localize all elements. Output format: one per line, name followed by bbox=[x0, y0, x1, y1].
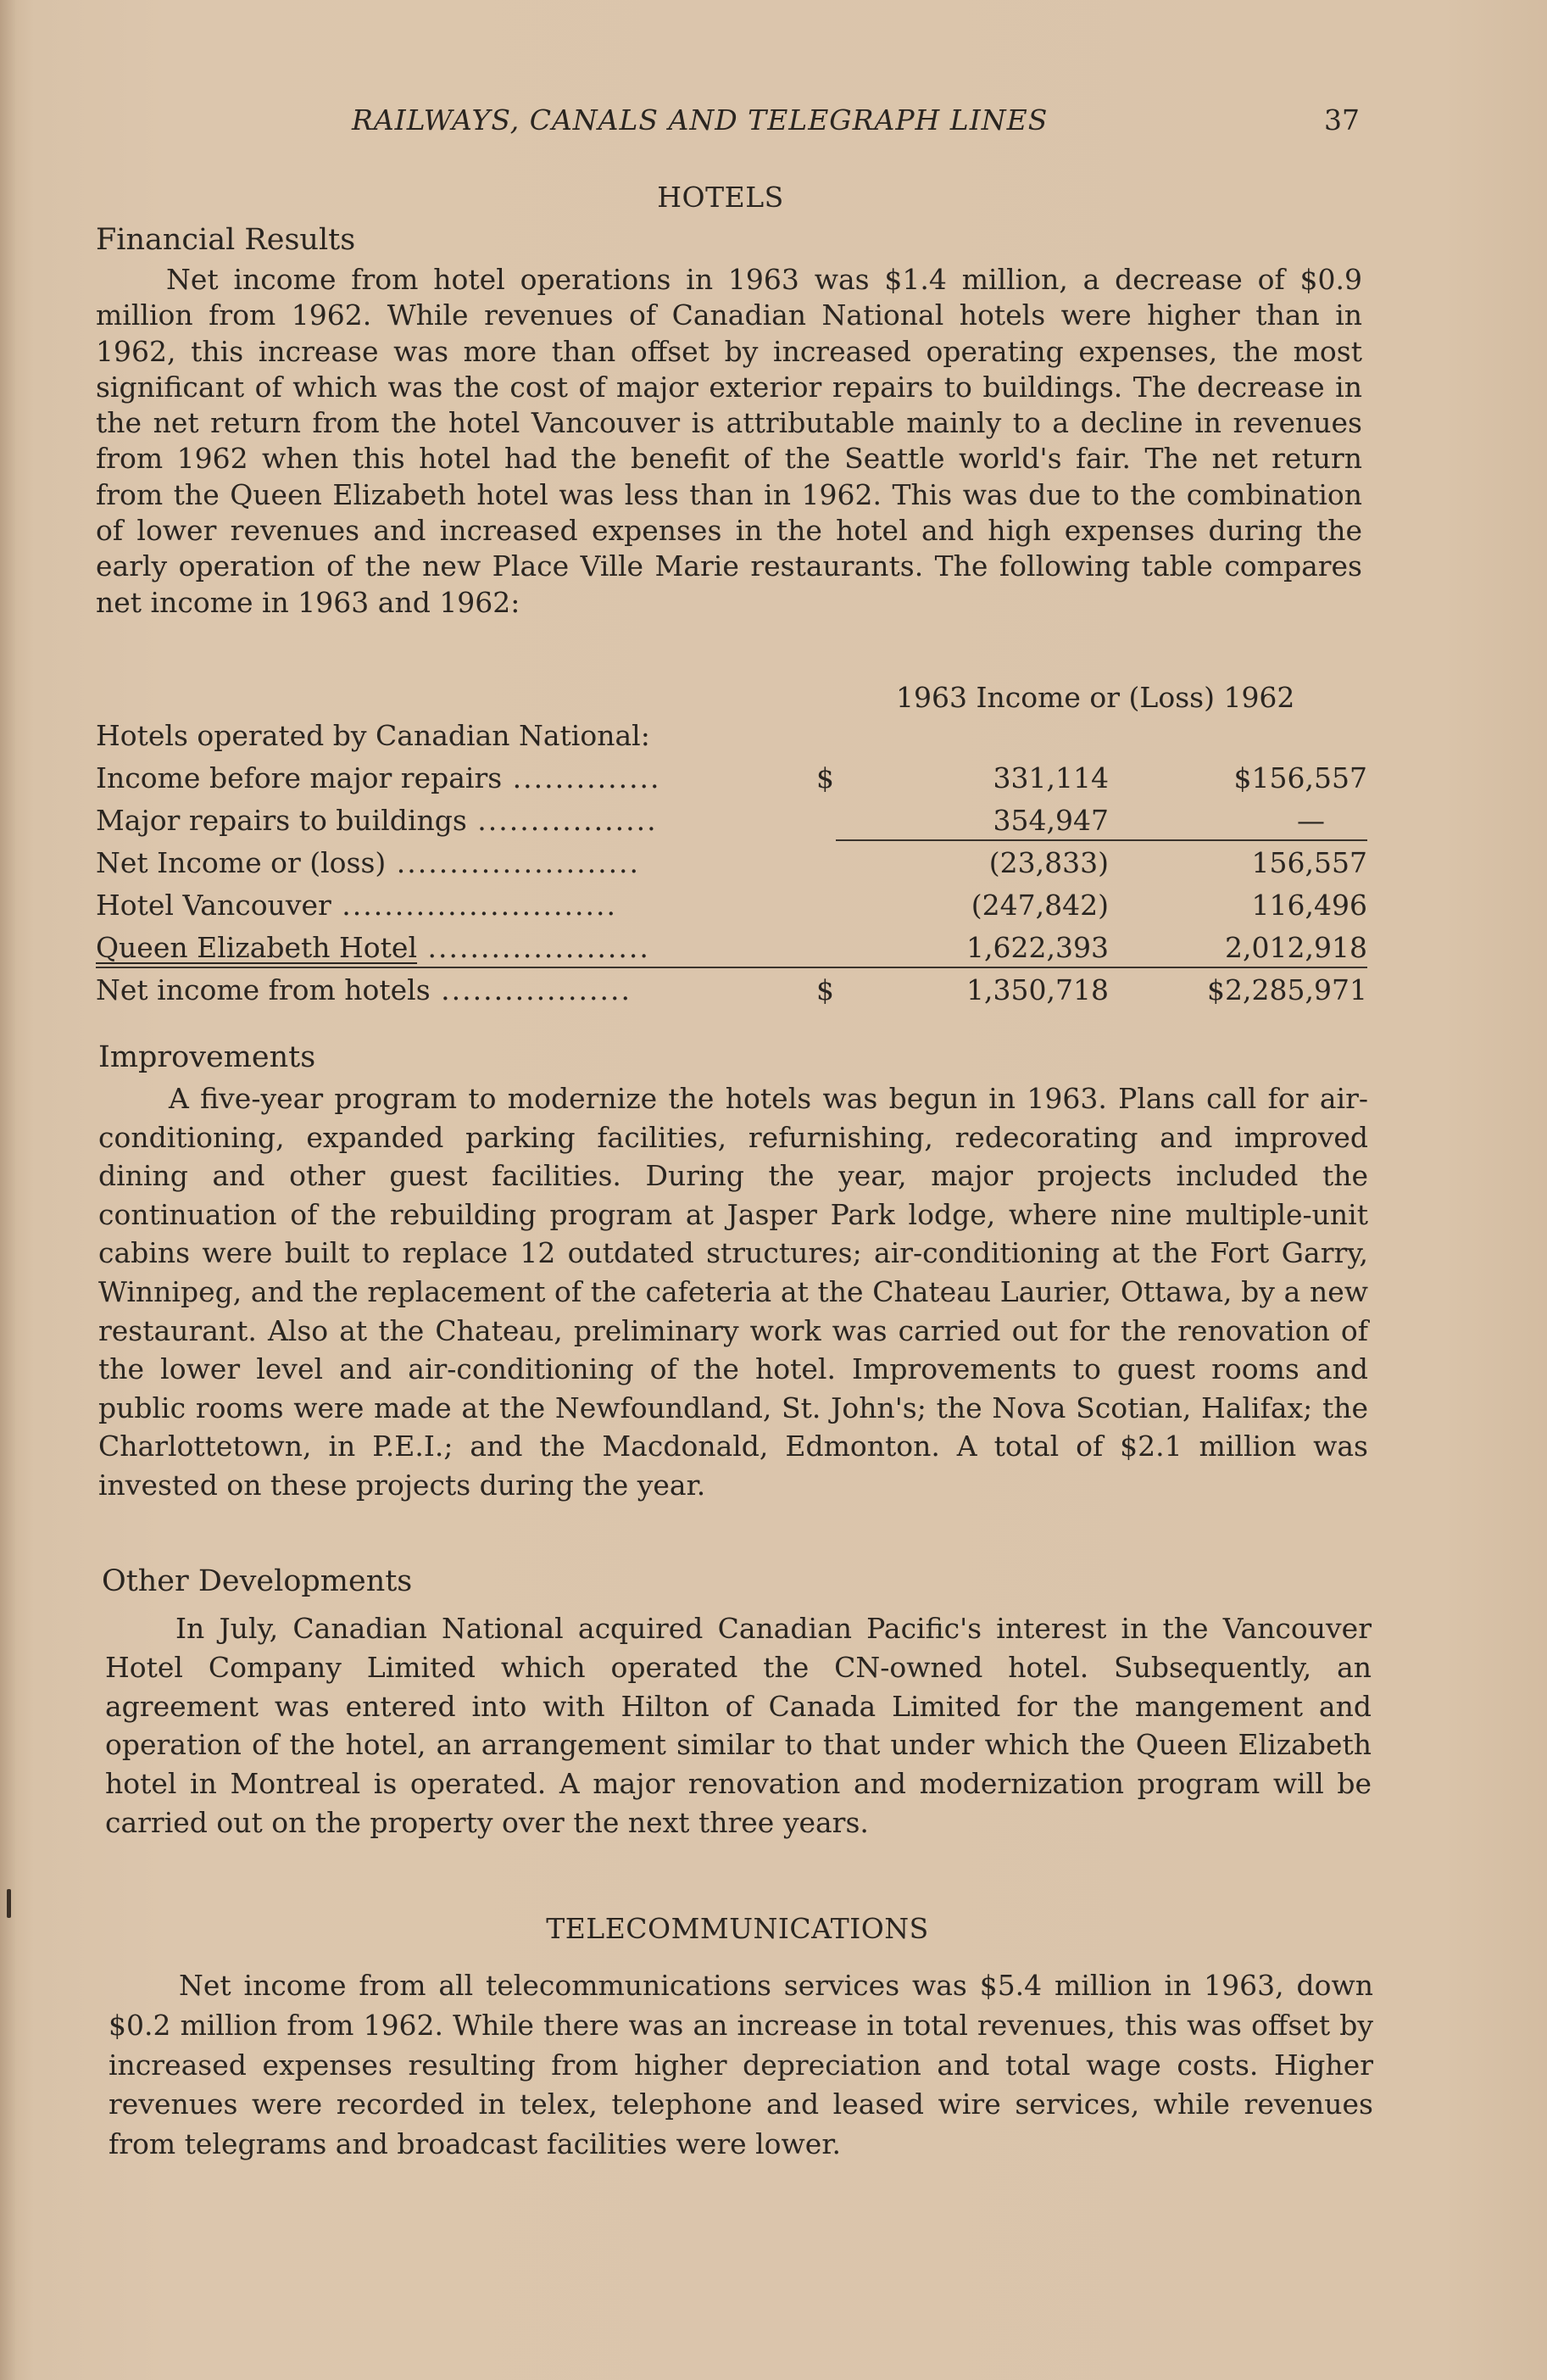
row-label: Net income from hotels .................. bbox=[96, 973, 632, 1006]
table-column-header: 1963 Income or (Loss) 1962 bbox=[896, 681, 1295, 714]
row-value-1963: 331,114 bbox=[993, 761, 1109, 794]
table-row bbox=[96, 804, 1367, 841]
row-value-1963: 354,947 bbox=[993, 804, 1109, 837]
other-developments-paragraph: In July, Canadian National acquired Canadian Pacific's interest in the Vancouver Hotel Company Limited which operated the CN-owned hotel. Subsequently, an agreement was entered into with Hilton of Canada Limited for the mangement and operation of the hotel, an arrangement similar to that under which the Queen Elizabeth hotel in Montreal is operated. A major renovation and modernization program will be carried out on the property over the next three years. bbox=[105, 1612, 1372, 1839]
total-rule bbox=[96, 967, 1367, 968]
row-value-1962: 2,012,918 bbox=[1225, 931, 1367, 964]
row-label: Queen Elizabeth Hotel ..................... bbox=[96, 931, 650, 964]
subtotal-rule bbox=[836, 839, 1367, 841]
row-value-1963: 1,622,393 bbox=[966, 931, 1109, 964]
page-number: 37 bbox=[1324, 103, 1360, 137]
row-value-1962: — bbox=[1297, 804, 1325, 837]
row-value-1963: (247,842) bbox=[971, 889, 1109, 922]
row-label: Major repairs to buildings ................. bbox=[96, 804, 658, 837]
financial-results-paragraph: Net income from hotel operations in 1963 was $1.4 million, a decrease of $0.9 million from 1962. While revenues of Canadian National hotels were higher than in 1962, this increase was more than offset by increased operating expenses, the most significant of which was the cost of major exterior repairs to buildings. The decrease in the net return from the hotel Vancouver is attributable mainly to a decline in revenues from 1962 when this hotel had the benefit of the Seattle world's fair. The net return from the Queen Elizabeth hotel was less than in 1962. This was due to the combination of lower revenues and increased expenses in the hotel and high expenses during the early operation of the new Place Ville Marie restaurants. The following table compares net income in 1963 and 1962: bbox=[96, 263, 1362, 619]
row-value-1963: (23,833) bbox=[988, 846, 1109, 879]
financial-results-heading: Financial Results bbox=[96, 223, 356, 257]
improvements-heading: Improvements bbox=[98, 1040, 316, 1074]
table-row bbox=[96, 761, 1367, 799]
row-value-1962: $2,285,971 bbox=[1207, 973, 1367, 1006]
telecommunications-title: TELECOMMUNICATIONS bbox=[546, 1912, 929, 1945]
row-value-1962: 156,557 bbox=[1251, 846, 1367, 879]
other-developments-heading: Other Developments bbox=[102, 1564, 413, 1598]
table-row bbox=[96, 973, 1367, 1011]
table-row bbox=[96, 889, 1367, 926]
table-caption: Hotels operated by Canadian National: bbox=[96, 719, 650, 752]
telecommunications-paragraph: Net income from all telecommunications services was $5.4 million in 1963, down $0.2 million from 1962. While there was an increase in total revenues, this was offset by increased expenses resulting from higher depreciation and total wage costs. Higher revenues were recorded in telex, telephone and leased wire services, while revenues from telegrams and broadcast facilities were lower. bbox=[109, 1969, 1373, 2161]
row-label: Income before major repairs .............. bbox=[96, 761, 661, 794]
row-value-1962: $156,557 bbox=[1233, 761, 1367, 794]
hotels-title: HOTELS bbox=[657, 181, 784, 214]
row-dollar-sign: $ bbox=[816, 973, 834, 1006]
table-row bbox=[96, 931, 1367, 968]
binding-mark bbox=[7, 1889, 11, 1918]
row-label: Hotel Vancouver .......................... bbox=[96, 889, 617, 922]
improvements-paragraph: A five-year program to modernize the hotels was begun in 1963. Plans call for air-conditioning, expanded parking facilities, refurnishing, redecorating and improved dining and other guest facilities. During the year, major projects included the continuation of the rebuilding program at Jasper Park lodge, where nine multiple-unit cabins were built to replace 12 outdated structures; air-conditioning at the Fort Garry, Winnipeg, and the replacement of the cafeteria at the Chateau Laurier, Ottawa, by a new restaurant. Also at the Chateau, preliminary work was carried out for the renovation of the lower level and air-conditioning of the hotel. Improvements to guest rooms and public rooms were made at the Newfoundland, St. John's; the Nova Scotian, Halifax; the Charlottetown, in P.E.I.; and the Macdonald, Edmonton. A total of $2.1 million was invested on these projects during the year. bbox=[98, 1082, 1368, 1502]
book-spine-edge bbox=[0, 0, 15, 2380]
running-title: RAILWAYS, CANALS AND TELEGRAPH LINES bbox=[352, 103, 1049, 137]
table-row bbox=[96, 846, 1367, 883]
row-label: Net Income or (loss) ....................... bbox=[96, 846, 641, 879]
row-dollar-sign: $ bbox=[816, 761, 834, 794]
row-value-1963: 1,350,718 bbox=[966, 973, 1109, 1006]
row-value-1962: 116,496 bbox=[1251, 889, 1367, 922]
